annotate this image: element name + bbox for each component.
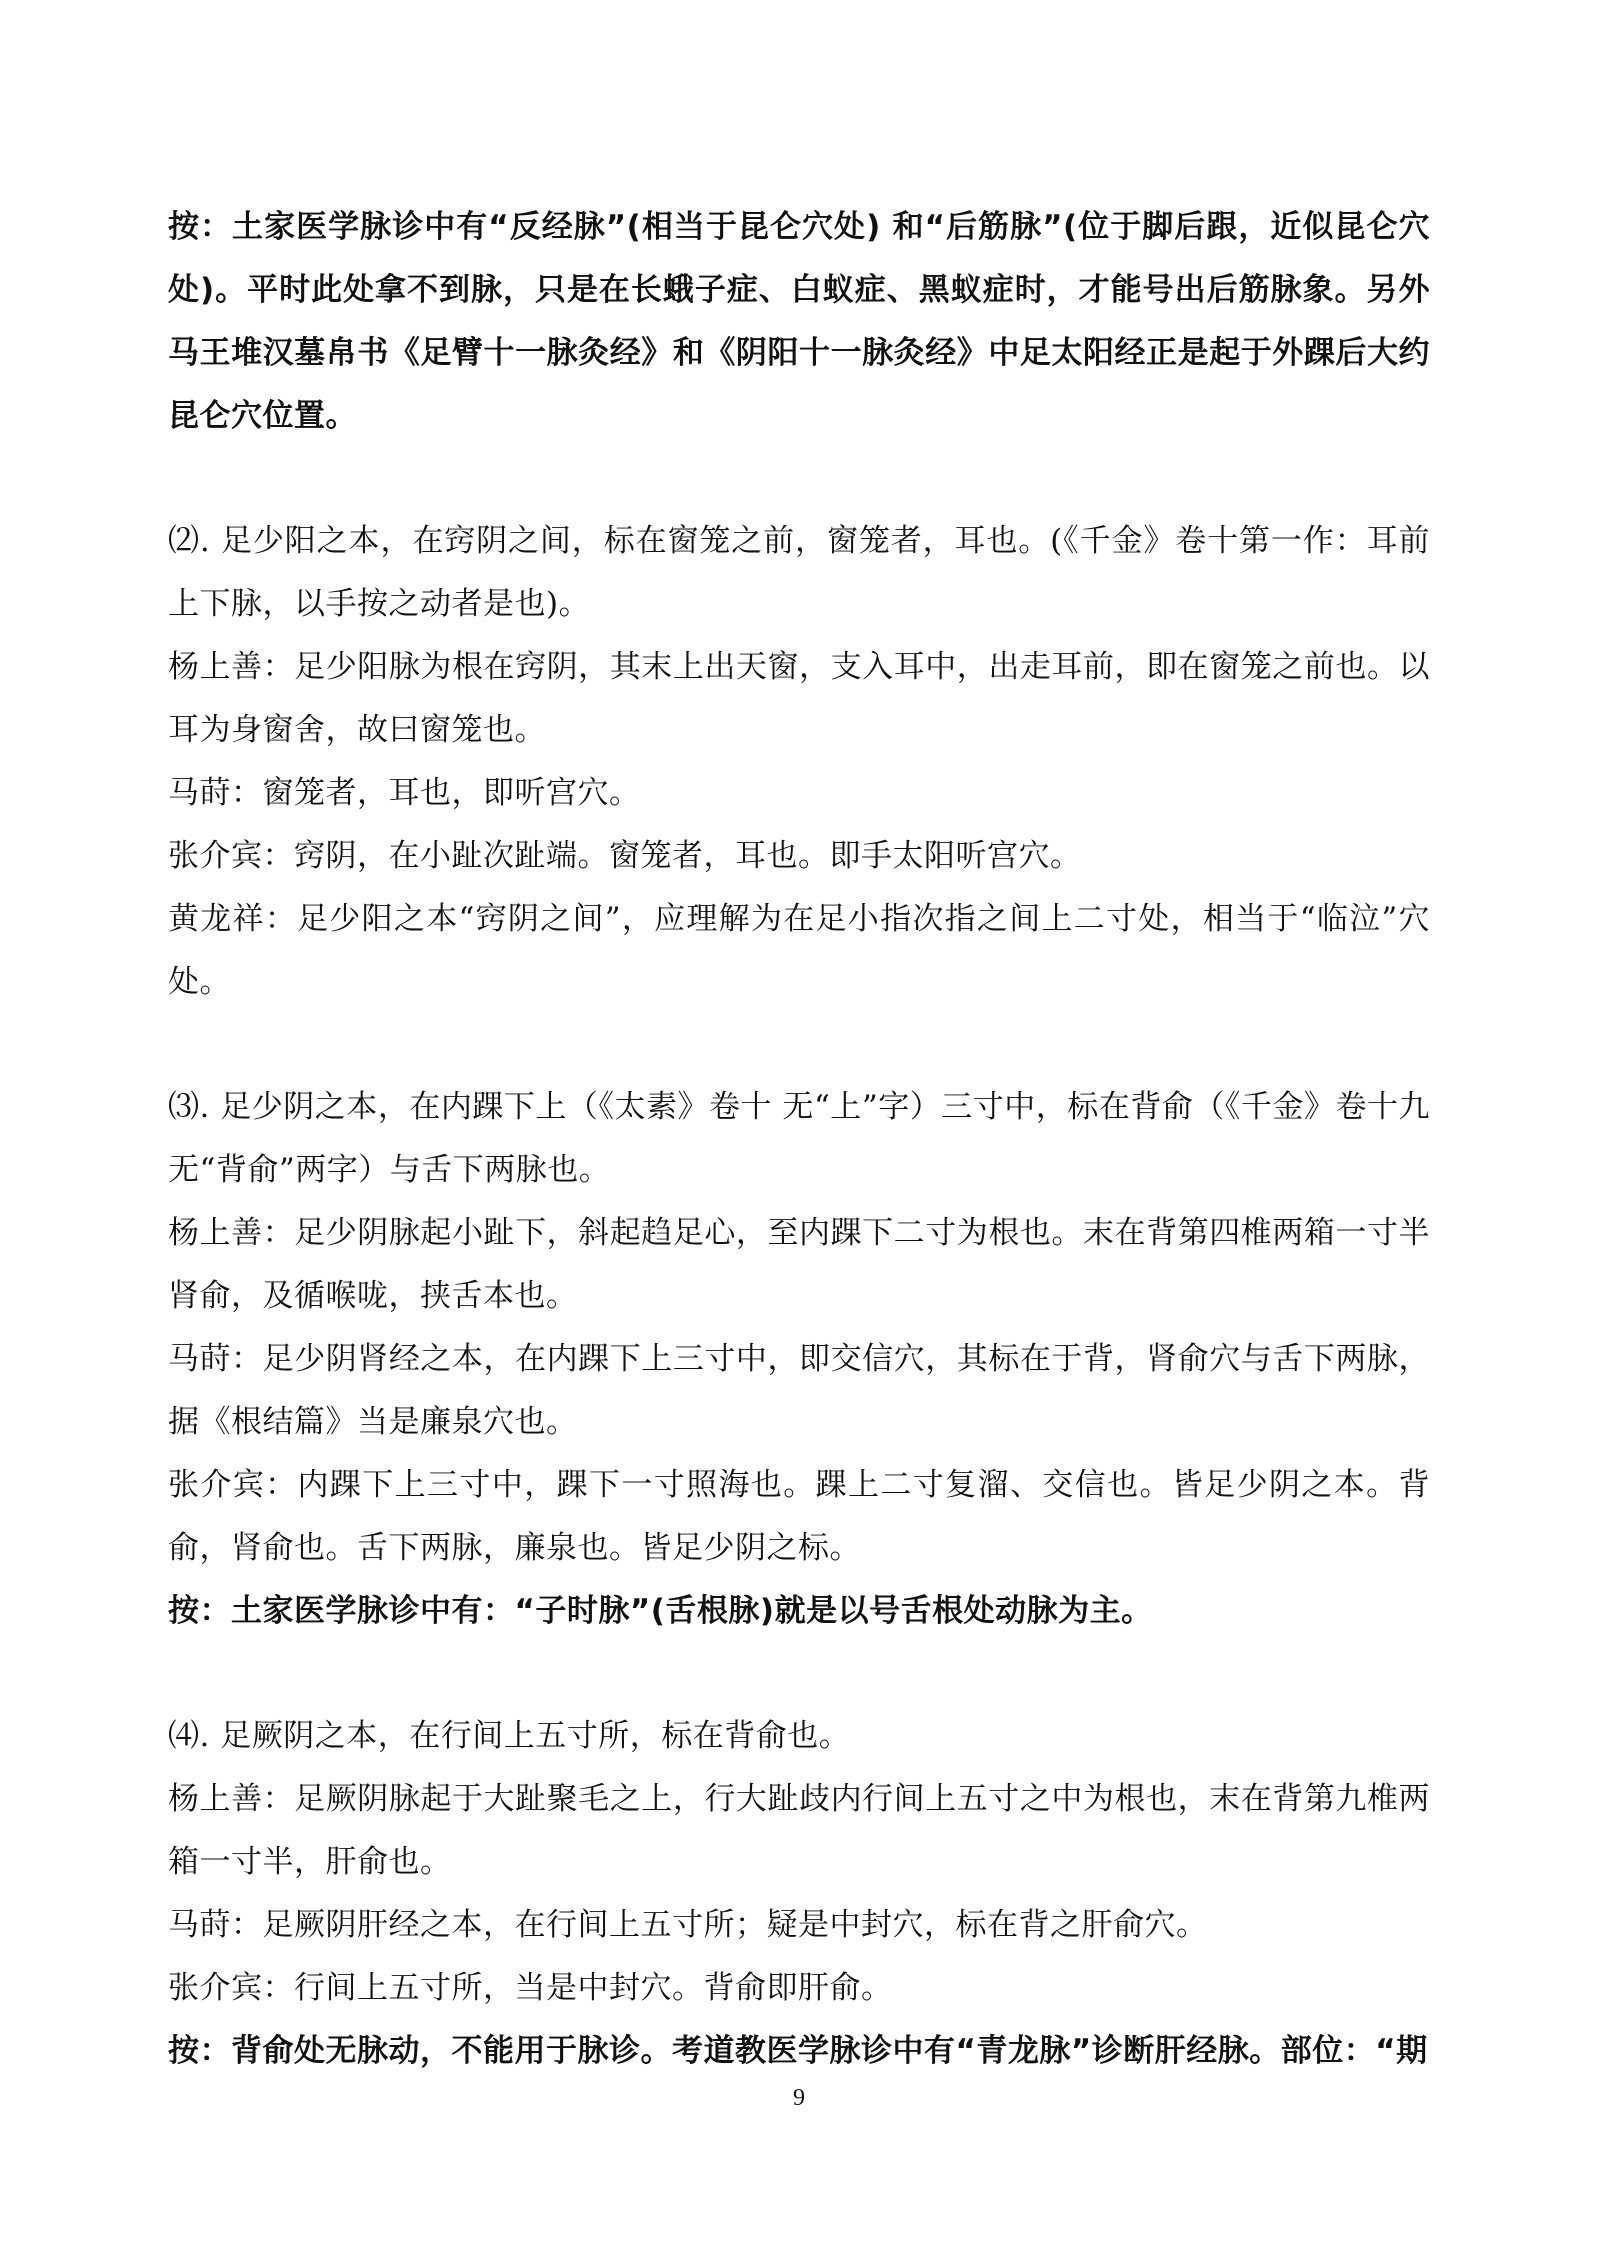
note-paragraph: 按：背俞处无脉动，不能用于脉诊。考道教医学脉诊中有“青龙脉”诊断肝经脉。部位：“期 [168, 2033, 1428, 2069]
commentary-paragraph: 黄龙祥：足少阳之本“窍阴之间”，应理解为在足小指次指之间上二寸处，相当于“临泣”穴处。 [168, 901, 1430, 1000]
section-heading-paragraph: ⑷. 足厥阴之本，在行间上五寸所，标在背俞也。 [168, 1718, 851, 1754]
commentary-paragraph: 马莳：足少阴肾经之本，在内踝下上三寸中，即交信穴，其标在于背，肾俞穴与舌下两脉，据《根结篇》当是廉泉穴也。 [168, 1341, 1430, 1440]
commentary-paragraph: 张介宾：行间上五寸所，当是中封穴。背俞即肝俞。 [168, 1970, 893, 2006]
commentary-paragraph: 杨上善：足厥阴脉起于大趾聚毛之上，行大趾歧内行间上五寸之中为根也，末在背第九椎两箱一寸半，肝俞也。 [168, 1781, 1430, 1880]
page-number: 9 [793, 2085, 805, 2111]
section-spacer [168, 1643, 1430, 1705]
commentary-paragraph: 马莳：窗笼者，耳也，即听宫穴。 [168, 775, 641, 811]
section-spacer [168, 448, 1430, 510]
commentary-paragraph: 张介宾：窍阴，在小趾次趾端。窗笼者，耳也。即手太阳听宫穴。 [168, 838, 1082, 874]
section-spacer [168, 1014, 1430, 1076]
commentary-paragraph: 杨上善：足少阴脉起小趾下，斜起趋足心，至内踝下二寸为根也。末在背第四椎两箱一寸半肾俞，及循喉咙，挟舌本也。 [168, 1215, 1430, 1314]
commentary-paragraph: 张介宾：内踝下上三寸中，踝下一寸照海也。踝上二寸复溜、交信也。皆足少阴之本。背俞，肾俞也。舌下两脉，廉泉也。皆足少阴之标。 [168, 1467, 1430, 1566]
section-heading-paragraph: ⑵. 足少阳之本，在窍阴之间，标在窗笼之前，窗笼者，耳也。(《千金》卷十第一作：耳前上下脉，以手按之动者是也)。 [168, 523, 1430, 622]
commentary-paragraph: 马莳：足厥阴肝经之本，在行间上五寸所；疑是中封穴，标在背之肝俞穴。 [168, 1907, 1208, 1943]
note-paragraph: 按：土家医学脉诊中有：“子时脉”(舌根脉)就是以号舌根处动脉为主。 [168, 1593, 1153, 1629]
section-heading-paragraph: ⑶. 足少阴之本，在内踝下上（《太素》卷十 无“上”字）三寸中，标在背俞（《千金》卷十九无“背俞”两字）与舌下两脉也。 [168, 1089, 1430, 1188]
commentary-paragraph: 杨上善：足少阳脉为根在窍阴，其末上出天窗，支入耳中，出走耳前，即在窗笼之前也。以耳为身窗舍，故曰窗笼也。 [168, 649, 1430, 748]
note-paragraph: 按：土家医学脉诊中有“反经脉”(相当于昆仑穴处) 和“后筋脉”(位于脚后跟，近似昆仑穴处)。平时此处拿不到脉，只是在长蛾子症、白蚁症、黑蚁症时，才能号出后筋脉象。另外马王堆汉墓帛书《足臂十一脉灸经》和《阴阳十一脉灸经》中足太阳经正是起于外踝后大约昆仑穴位置。 [168, 209, 1430, 434]
document-body [168, 196, 1430, 2083]
